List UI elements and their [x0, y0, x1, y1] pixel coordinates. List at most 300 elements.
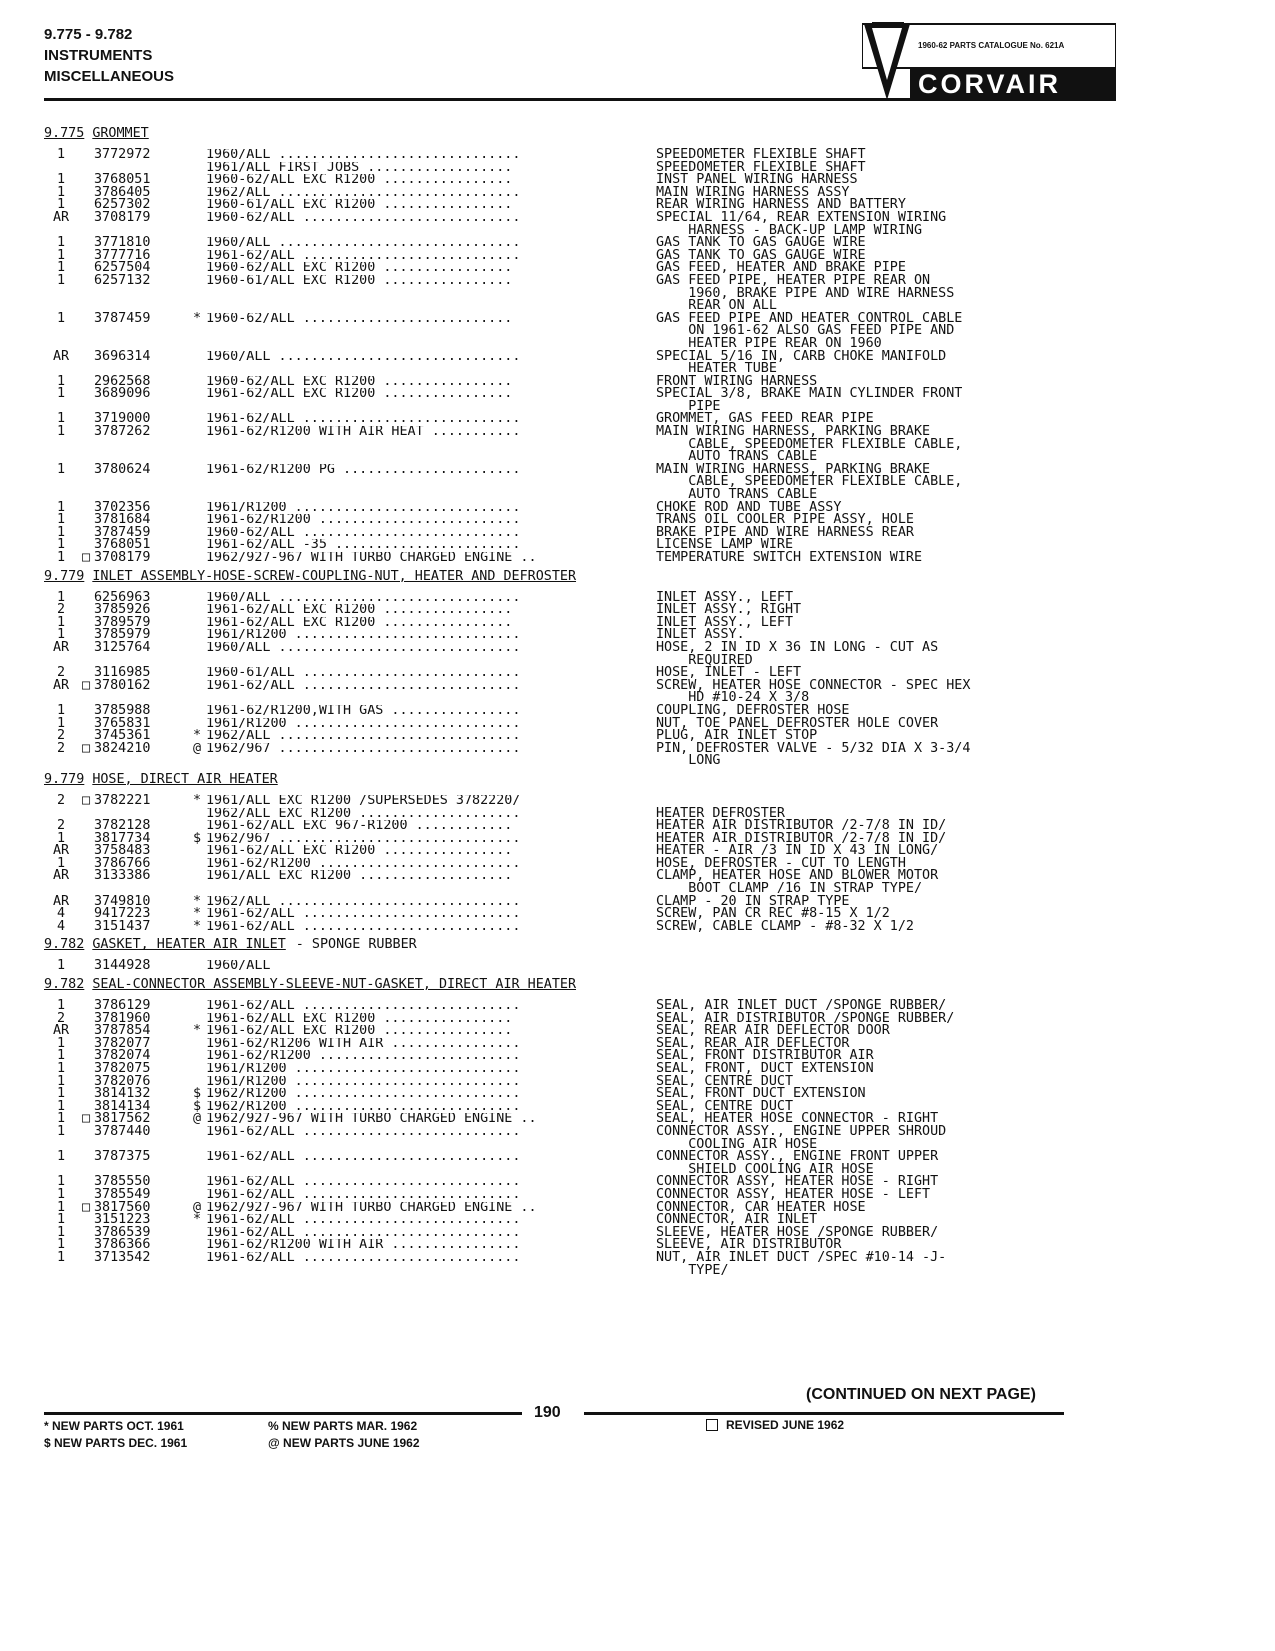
part-row	[44, 960, 1124, 973]
application: 1961/R1200 ............................	[206, 717, 521, 731]
section-number: 9.782	[44, 977, 85, 993]
revision-mark	[78, 426, 94, 464]
application: 1961-62/ALL ...........................	[206, 920, 521, 934]
part-number: 3708179	[94, 209, 151, 225]
application: 1960-62/ALL EXC R1200 ................	[206, 375, 513, 389]
revision-mark	[78, 1227, 94, 1240]
new-part-flag: @	[192, 740, 202, 756]
new-part-flag	[188, 162, 206, 175]
new-part-flag	[188, 237, 206, 250]
footer-rule-left	[44, 1412, 522, 1415]
part-number: 3787262	[94, 424, 151, 440]
quantity: 1	[56, 512, 66, 528]
quantity: 1	[56, 147, 66, 162]
description: CLAMP - 20 IN STRAP TYPE	[656, 893, 850, 909]
application: 1961-62/ALL ...........................	[206, 1125, 521, 1139]
description: CLAMP, HEATER HOSE AND BLOWER MOTOR BOOT CLAMP /16 IN STRAP TYPE/	[656, 868, 939, 897]
application: 1961-62/ALL EXC R1200 ................	[206, 604, 513, 617]
part-row	[44, 805, 1124, 821]
application: 1961-62/R1200 .........................	[206, 857, 521, 871]
part-row	[44, 388, 1124, 413]
catalog-section	[44, 772, 1124, 934]
description: HEATER DEFROSTER	[656, 805, 785, 821]
revision-mark	[78, 376, 94, 389]
application: 1961-62/R1206 WITH AIR ................	[206, 1037, 521, 1051]
brand-name: CORVAIR	[918, 69, 1062, 99]
new-part-flag	[188, 870, 206, 895]
section-title	[44, 937, 1124, 952]
part-row	[44, 426, 1124, 464]
part-row	[44, 413, 1124, 426]
new-part-flag: $	[192, 1098, 202, 1114]
quantity: AR	[52, 868, 70, 884]
new-part-flag	[188, 199, 206, 212]
application: 1961-62/R1200 .........................	[206, 1050, 521, 1063]
revision-mark	[78, 617, 94, 630]
revision-mark	[78, 858, 94, 871]
part-number: 3781960	[94, 1010, 151, 1026]
part-row	[44, 830, 1124, 846]
revision-mark	[78, 351, 94, 376]
revision-mark	[78, 808, 94, 821]
application: 1961-62/ALL -35 .......................	[206, 539, 521, 552]
part-number: 3786539	[94, 1224, 151, 1240]
quantity: 1	[56, 1098, 66, 1114]
revision-mark	[78, 1088, 94, 1101]
description: NUT, AIR INLET DUCT /SPEC #10-14 -J- TYPE/	[656, 1249, 947, 1278]
part-number: 3702356	[94, 499, 151, 515]
section-range: 9.775 - 9.782	[44, 26, 133, 43]
part-row	[44, 893, 1124, 909]
part-row	[44, 1113, 1124, 1126]
application: 1961-62/ALL ...........................	[206, 1188, 521, 1202]
application: 1961-62/ALL EXC R1200 ................	[206, 845, 513, 858]
description: GAS FEED PIPE, HEATER PIPE REAR ON 1960, BRAKE PIPE AND WIRE HARNESS REAR ON ALL	[656, 272, 955, 314]
quantity: 1	[56, 1224, 66, 1240]
application: 1960-62/ALL ...........................	[206, 526, 521, 540]
description: CONNECTOR ASSY., ENGINE FRONT UPPER SHIELD COOLING AIR HOSE	[656, 1149, 939, 1177]
description: CONNECTOR ASSY, HEATER HOSE - LEFT	[656, 1186, 931, 1202]
application: 1962/927-967 WITH TURBO CHARGED ENGINE ..	[206, 552, 537, 565]
description: CHOKE ROD AND TUBE ASSY	[656, 499, 842, 515]
part-row	[44, 820, 1124, 833]
new-part-flag	[188, 1063, 206, 1076]
part-number: 3814132	[94, 1086, 151, 1102]
description: SCREW, PAN CR REC #8-15 X 1/2	[656, 906, 890, 922]
revision-mark	[78, 262, 94, 275]
part-number: 3782128	[94, 818, 151, 834]
quantity: 1	[56, 702, 66, 718]
part-row	[44, 310, 1124, 351]
description: HOSE, 2 IN ID X 36 IN LONG - CUT AS REQUIRED	[656, 639, 939, 668]
revision-mark	[78, 896, 94, 909]
quantity: 1	[56, 310, 66, 326]
page-number: 190	[534, 1404, 561, 1421]
part-number: 3786366	[94, 1237, 151, 1253]
description: LICENSE LAMP WIRE	[656, 537, 794, 553]
part-number: 3719000	[94, 411, 151, 427]
quantity: 1	[56, 247, 66, 263]
section-note: - SPONGE RUBBER	[295, 937, 417, 953]
part-row	[44, 740, 1124, 769]
part-number: 6257504	[94, 260, 151, 276]
quantity: 1	[56, 1199, 66, 1215]
revision-mark	[78, 1050, 94, 1063]
new-part-flag	[188, 464, 206, 502]
part-row	[44, 1098, 1124, 1114]
description: REAR WIRING HARNESS AND BATTERY	[656, 197, 906, 213]
application: 1961/R1200 ............................	[206, 1075, 521, 1089]
new-part-flag: $	[192, 830, 202, 846]
section-title	[44, 569, 1124, 584]
new-part-flag	[188, 705, 206, 718]
part-number: 3768051	[94, 537, 151, 553]
new-part-flag	[188, 604, 206, 617]
part-row	[44, 1199, 1124, 1215]
application: 1960-62/ALL ..........................	[206, 312, 513, 326]
legend-item: % NEW PARTS MAR. 1962	[268, 1419, 418, 1433]
revision-mark	[78, 388, 94, 413]
description: SEAL, CENTRE DUCT	[656, 1098, 794, 1114]
quantity: 1	[56, 1149, 66, 1165]
part-row	[44, 614, 1124, 630]
new-part-flag: *	[192, 310, 202, 326]
quantity: 1	[56, 1123, 66, 1139]
section-title	[44, 126, 1124, 141]
quantity: 1	[56, 550, 66, 565]
part-number: 6257302	[94, 197, 151, 213]
part-row	[44, 855, 1124, 871]
revision-mark	[78, 1025, 94, 1038]
description: SPECIAL 11/64, REAR EXTENSION WIRING HARNESS - BACK-UP LAMP WIRING	[656, 209, 947, 238]
quantity: 1	[56, 184, 66, 200]
description: TEMPERATURE SWITCH EXTENSION WIRE	[656, 550, 923, 565]
revised-box-icon	[706, 1419, 718, 1431]
application: 1961-62/ALL ...........................	[206, 679, 521, 693]
new-part-flag: *	[192, 1212, 202, 1228]
part-row	[44, 1214, 1124, 1227]
quantity: 1	[56, 386, 66, 402]
description: INLET ASSY., RIGHT	[656, 602, 802, 618]
part-row	[44, 247, 1124, 263]
quantity: 2	[56, 740, 66, 756]
new-part-flag	[188, 187, 206, 200]
quantity: 4	[56, 906, 66, 922]
application: 1960/ALL	[206, 960, 271, 974]
description: SEAL, REAR AIR DEFLECTOR DOOR	[656, 1023, 890, 1039]
quantity: 1	[56, 627, 66, 643]
new-part-flag	[188, 212, 206, 237]
part-row	[44, 524, 1124, 540]
new-part-flag	[188, 1000, 206, 1013]
revision-mark: □	[81, 792, 91, 808]
part-row	[44, 199, 1124, 212]
part-number: 3817560	[94, 1199, 151, 1215]
description: SLEEVE, AIR DISTRIBUTOR	[656, 1237, 842, 1253]
new-part-flag	[188, 250, 206, 263]
part-row	[44, 792, 1124, 808]
section-number: 9.779	[44, 771, 85, 787]
revision-mark	[78, 705, 94, 718]
part-number: 3786766	[94, 855, 151, 871]
new-part-flag	[188, 1038, 206, 1051]
part-number: 3781684	[94, 512, 151, 528]
new-part-flag	[188, 527, 206, 540]
application: 1962/R1200 ............................	[206, 1088, 521, 1101]
application: 1961-62/ALL ...........................	[206, 1226, 521, 1240]
part-number: 3782077	[94, 1035, 151, 1051]
description: FRONT WIRING HARNESS	[656, 373, 818, 389]
legend-item: $ NEW PARTS DEC. 1961	[44, 1436, 188, 1450]
quantity: 1	[56, 1048, 66, 1064]
quantity: 2	[56, 1010, 66, 1026]
application: 1961-62/R1200 PG ......................	[206, 463, 521, 477]
revision-mark	[78, 1239, 94, 1252]
description: INLET ASSY.	[656, 627, 745, 643]
quantity: AR	[52, 209, 70, 225]
quantity: 1	[56, 589, 66, 605]
quantity: 1	[56, 499, 66, 515]
part-number: 3789579	[94, 614, 151, 630]
catalog-section	[44, 126, 1124, 565]
new-part-flag	[188, 275, 206, 313]
section-number: 9.782	[44, 937, 85, 953]
application: 1962/927-967 WITH TURBO CHARGED ENGINE ..	[206, 1113, 537, 1126]
part-row	[44, 348, 1124, 377]
description: CONNECTOR, CAR HEATER HOSE	[656, 1199, 866, 1215]
parts-catalog	[44, 126, 1124, 1281]
new-part-flag: @	[192, 1199, 202, 1215]
description: SEAL, AIR DISTRIBUTOR /SPONGE RUBBER/	[656, 1010, 955, 1026]
application: 1961-62/ALL ...........................	[206, 1176, 521, 1189]
section-name: INLET ASSEMBLY-HOSE-SCREW-COUPLING-NUT, HEATER AND DEFROSTER	[92, 568, 577, 584]
revision-mark	[78, 514, 94, 527]
revision-mark	[78, 199, 94, 212]
description: GAS TANK TO GAS GAUGE WIRE	[656, 247, 866, 263]
quantity: 1	[56, 260, 66, 276]
application: 1960-62/ALL EXC R1200 ................	[206, 174, 513, 187]
part-row	[44, 373, 1124, 389]
description: GAS FEED, HEATER AND BRAKE PIPE	[656, 260, 906, 276]
revision-mark	[78, 527, 94, 540]
application: 1961-62/ALL ...........................	[206, 1151, 521, 1165]
legend-item: @ NEW PARTS JUNE 1962	[268, 1436, 420, 1450]
new-part-flag: *	[192, 728, 202, 744]
section-number: 9.775	[44, 126, 85, 141]
part-row	[44, 629, 1124, 642]
revised-note	[706, 1418, 844, 1432]
revision-mark	[78, 502, 94, 515]
part-row	[44, 870, 1124, 895]
quantity: 1	[56, 1111, 66, 1127]
application: 1961-62/ALL EXC R1200 ................	[206, 1012, 513, 1026]
part-row	[44, 499, 1124, 515]
application: 1960/ALL ..............................	[206, 149, 521, 162]
part-number: 3787459	[94, 310, 151, 326]
quantity: 2	[56, 665, 66, 681]
part-number: 3785549	[94, 1186, 151, 1202]
part-row	[44, 1073, 1124, 1089]
revision-mark	[78, 162, 94, 175]
revision-mark	[78, 870, 94, 895]
description: SEAL, FRONT DISTRIBUTOR AIR	[656, 1048, 874, 1064]
quantity: 1	[56, 537, 66, 553]
part-number: 3144928	[94, 958, 151, 974]
part-row	[44, 639, 1124, 668]
part-row	[44, 1239, 1124, 1252]
quantity: 1	[56, 524, 66, 540]
description: SEAL, FRONT, DUCT EXTENSION	[656, 1061, 874, 1076]
revision-mark	[78, 275, 94, 313]
revision-mark	[78, 642, 94, 667]
new-part-flag	[188, 174, 206, 187]
new-part-flag	[188, 617, 206, 630]
application: 1962/927-967 WITH TURBO CHARGED ENGINE ..	[206, 1201, 537, 1215]
application: 1961-62/R1200 WITH AIR HEAT ...........	[206, 426, 521, 440]
quantity: 1	[56, 411, 66, 427]
application: 1961-62/R1200 .........................	[206, 514, 521, 527]
quantity: 1	[56, 1249, 66, 1265]
application: 1960/ALL ..............................	[206, 350, 521, 364]
part-number: 3786129	[94, 998, 151, 1014]
description: MAIN WIRING HARNESS, PARKING BRAKE CABLE, SPEEDOMETER FLEXIBLE CABLE, AUTO TRANS CABLE	[656, 424, 963, 465]
quantity: AR	[52, 843, 70, 859]
part-row	[44, 908, 1124, 921]
application: 1961/R1200 ............................	[206, 629, 521, 642]
legend-col-1	[44, 1418, 187, 1452]
part-number: 3817734	[94, 830, 151, 846]
new-part-flag	[188, 539, 206, 552]
revision-mark	[78, 1063, 94, 1076]
quantity: 1	[56, 715, 66, 731]
description: HOSE, INLET - LEFT	[656, 665, 802, 681]
part-number: 3785979	[94, 627, 151, 643]
revision-mark	[78, 250, 94, 263]
part-row	[44, 237, 1124, 250]
part-number: 3745361	[94, 728, 151, 744]
part-number: 3786405	[94, 184, 151, 200]
description: PLUG, AIR INLET STOP	[656, 728, 818, 744]
description: GAS TANK TO GAS GAUGE WIRE	[656, 235, 866, 251]
part-number: 3151223	[94, 1212, 151, 1228]
revision-mark	[78, 413, 94, 426]
catalog-label: 1960-62 PARTS CATALOGUE No. 621A	[918, 41, 1065, 50]
application: 1962/ALL ..............................	[206, 895, 521, 909]
quantity: 1	[56, 1086, 66, 1102]
application: 1960-61/ALL EXC R1200 ................	[206, 199, 513, 212]
revision-mark	[78, 629, 94, 642]
part-number: 2962568	[94, 373, 151, 389]
new-part-flag: @	[192, 1111, 202, 1127]
quantity: 2	[56, 602, 66, 618]
revision-mark	[78, 604, 94, 617]
quantity: 1	[56, 1212, 66, 1228]
description: INST PANEL WIRING HARNESS	[656, 172, 858, 188]
description: CONNECTOR, AIR INLET	[656, 1212, 818, 1228]
revision-mark	[78, 921, 94, 934]
description: CONNECTOR ASSY, HEATER HOSE - RIGHT	[656, 1174, 939, 1190]
quantity: 1	[56, 272, 66, 288]
quantity: 1	[56, 998, 66, 1014]
quantity: 1	[56, 958, 66, 974]
application: 1960-62/ALL EXC R1200 ................	[206, 262, 513, 275]
part-row	[44, 272, 1124, 314]
description: MAIN WIRING HARNESS, PARKING BRAKE CABLE, SPEEDOMETER FLEXIBLE CABLE, AUTO TRANS CABLE	[656, 461, 963, 503]
quantity: 2	[56, 792, 66, 808]
application: 1960/ALL ..............................	[206, 237, 521, 250]
part-number: 3814134	[94, 1098, 151, 1114]
part-number: 3708179	[94, 550, 151, 565]
new-part-flag	[188, 1252, 206, 1277]
new-part-flag	[188, 680, 206, 705]
part-row	[44, 149, 1124, 162]
part-number: 3785926	[94, 602, 151, 618]
description: SEAL, AIR INLET DUCT /SPONGE RUBBER/	[656, 998, 947, 1014]
application: 1961-62/ALL ...........................	[206, 1214, 521, 1227]
quantity: 1	[56, 830, 66, 846]
description: HEATER - AIR /3 IN ID X 43 IN LONG/	[656, 843, 939, 859]
new-part-flag	[188, 388, 206, 413]
part-number: 3749810	[94, 893, 151, 909]
part-row	[44, 589, 1124, 605]
part-row	[44, 184, 1124, 200]
part-number: 6257132	[94, 272, 151, 288]
quantity: AR	[52, 893, 70, 909]
part-number: 3125764	[94, 639, 151, 655]
new-part-flag	[188, 413, 206, 426]
part-number: 3765831	[94, 715, 151, 731]
quantity: 1	[56, 461, 66, 477]
description: PIN, DEFROSTER VALVE - 5/32 DIA X 3-3/4 LONG	[656, 740, 971, 769]
section-title	[44, 772, 1124, 787]
revision-mark	[78, 1076, 94, 1089]
revision-mark	[78, 845, 94, 858]
description: BRAKE PIPE AND WIRE HARNESS REAR	[656, 524, 914, 540]
revision-mark	[78, 1214, 94, 1227]
catalog-section	[44, 937, 1124, 973]
part-number: 3777716	[94, 247, 151, 263]
part-number: 3713542	[94, 1249, 151, 1265]
part-row	[44, 1151, 1124, 1176]
description: SEAL, HEATER HOSE CONNECTOR - RIGHT	[656, 1111, 939, 1127]
description: COUPLING, DEFROSTER HOSE	[656, 702, 850, 718]
part-number: 3772972	[94, 147, 151, 162]
quantity: 1	[56, 197, 66, 213]
application: 1960-61/ALL ...........................	[206, 667, 521, 680]
description: SEAL, REAR AIR DEFLECTOR	[656, 1035, 850, 1051]
part-row	[44, 845, 1124, 858]
description: INLET ASSY., LEFT	[656, 589, 794, 605]
section-title	[44, 977, 1124, 992]
application: 1960/ALL ..............................	[206, 641, 521, 655]
part-row	[44, 174, 1124, 187]
part-number: 3787854	[94, 1023, 151, 1039]
part-number: 3782076	[94, 1073, 151, 1089]
description: SPEEDOMETER FLEXIBLE SHAFT	[656, 147, 866, 162]
header-line-1: INSTRUMENTS	[44, 47, 153, 64]
part-number: 3689096	[94, 386, 151, 402]
application: 1960-62/ALL ...........................	[206, 211, 521, 225]
revision-mark	[78, 1176, 94, 1189]
quantity: 1	[56, 1035, 66, 1051]
part-row	[44, 262, 1124, 275]
quantity: AR	[52, 677, 70, 693]
description: HEATER AIR DISTRIBUTOR /2-7/8 IN ID/	[656, 830, 947, 846]
part-number: 3133386	[94, 868, 151, 884]
part-number: 3782074	[94, 1048, 151, 1064]
new-part-flag	[188, 642, 206, 667]
part-number: 3780162	[94, 677, 151, 693]
